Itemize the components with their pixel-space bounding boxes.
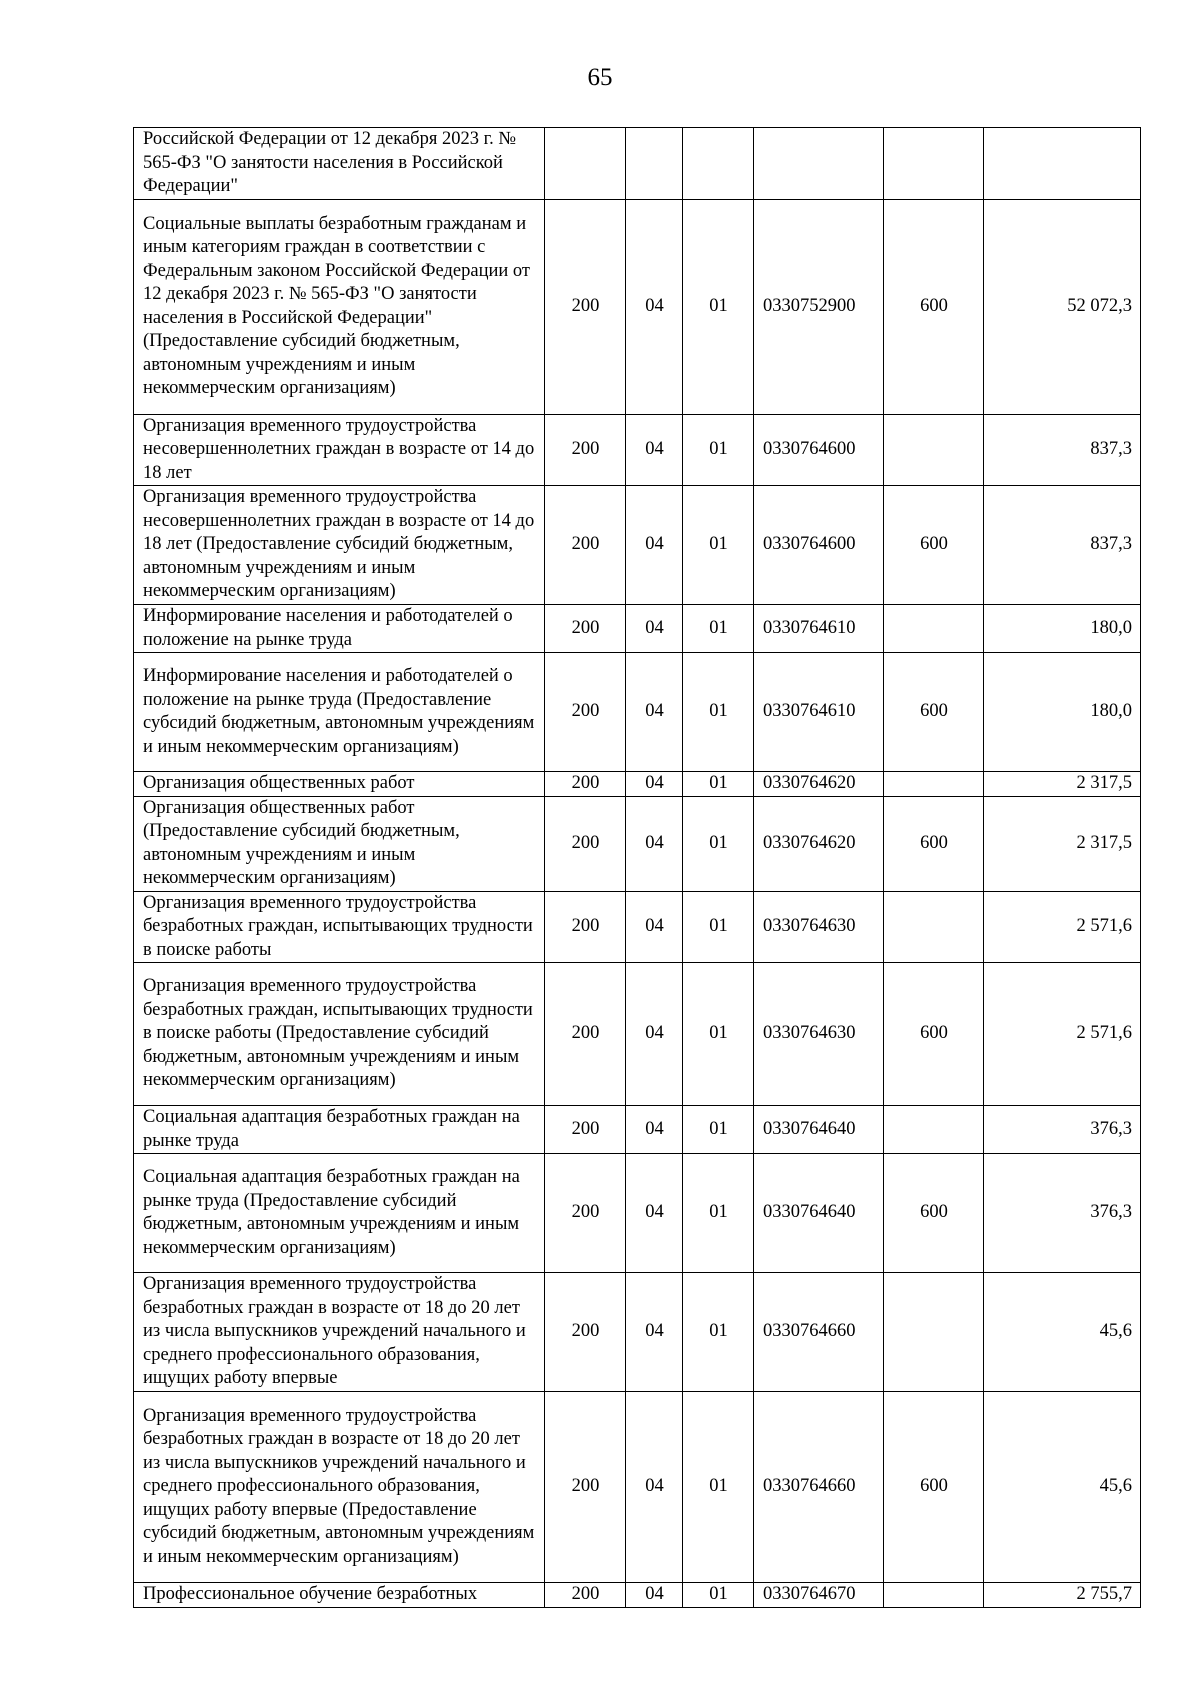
expense-type-cell: 600 (884, 199, 984, 414)
amount-cell: 376,3 (984, 1154, 1141, 1273)
grbs-cell: 200 (545, 1273, 626, 1392)
amount-cell: 2 755,7 (984, 1583, 1141, 1608)
amount-cell: 837,3 (984, 486, 1141, 605)
grbs-cell: 200 (545, 486, 626, 605)
grbs-cell: 200 (545, 414, 626, 486)
row-name-cell: Организация временного трудоустройства безработных граждан, испытывающих трудности в поиске работы (Предоставление субсидий бюджетным, автономным учреждениям и иным некоммерческим организациям) (134, 963, 545, 1106)
row-name-cell: Российской Федерации от 12 декабря 2023 г. № 565-ФЗ "О занятости населения в Российской Федерации" (134, 128, 545, 200)
section-cell: 04 (626, 486, 683, 605)
expense-type-cell: 600 (884, 796, 984, 891)
grbs-cell: 200 (545, 772, 626, 797)
amount-cell: 52 072,3 (984, 199, 1141, 414)
target-article-cell: 0330764660 (754, 1273, 884, 1392)
target-article-cell: 0330752900 (754, 199, 884, 414)
row-name-cell: Организация общественных работ (Предоставление субсидий бюджетным, автономным учреждениям и иным некоммерческим организациям) (134, 796, 545, 891)
row-name-cell: Организация временного трудоустройства безработных граждан в возрасте от 18 до 20 лет из числа выпускников учреждений начального и среднего профессионального образования, ищущих работу впервые (134, 1273, 545, 1392)
amount-cell: 2 317,5 (984, 772, 1141, 797)
target-article-cell: 0330764670 (754, 1583, 884, 1608)
target-article-cell: 0330764630 (754, 963, 884, 1106)
target-article-cell: 0330764610 (754, 605, 884, 653)
budget-table (133, 127, 1141, 1608)
subsection-cell: 01 (683, 963, 754, 1106)
amount-cell (984, 128, 1141, 200)
subsection-cell: 01 (683, 891, 754, 963)
subsection-cell: 01 (683, 796, 754, 891)
grbs-cell: 200 (545, 653, 626, 772)
subsection-cell: 01 (683, 199, 754, 414)
section-cell: 04 (626, 1583, 683, 1608)
subsection-cell: 01 (683, 1583, 754, 1608)
table-row (134, 605, 1141, 653)
expense-type-cell: 600 (884, 1154, 984, 1273)
table-row (134, 1154, 1141, 1273)
subsection-cell: 01 (683, 772, 754, 797)
grbs-cell: 200 (545, 1583, 626, 1608)
table-row (134, 1583, 1141, 1608)
target-article-cell: 0330764640 (754, 1106, 884, 1154)
amount-cell: 45,6 (984, 1273, 1141, 1392)
expense-type-cell: 600 (884, 1392, 984, 1583)
section-cell: 04 (626, 1106, 683, 1154)
row-name-cell: Профессиональное обучение безработных (134, 1583, 545, 1608)
grbs-cell (545, 128, 626, 200)
row-name-cell: Организация временного трудоустройства несовершеннолетних граждан в возрасте от 14 до 18 лет (Предоставление субсидий бюджетным, автономным учреждениям и иным некоммерческим организациям) (134, 486, 545, 605)
expense-type-cell (884, 1273, 984, 1392)
page-number: 65 (587, 64, 613, 91)
amount-cell: 180,0 (984, 653, 1141, 772)
expense-type-cell: 600 (884, 486, 984, 605)
target-article-cell: 0330764610 (754, 653, 884, 772)
section-cell: 04 (626, 653, 683, 772)
amount-cell: 2 317,5 (984, 796, 1141, 891)
section-cell (626, 128, 683, 200)
table-row (134, 1392, 1141, 1583)
expense-type-cell (884, 128, 984, 200)
target-article-cell: 0330764600 (754, 414, 884, 486)
target-article-cell: 0330764640 (754, 1154, 884, 1273)
table-row (134, 486, 1141, 605)
expense-type-cell (884, 1106, 984, 1154)
table-row (134, 1106, 1141, 1154)
subsection-cell: 01 (683, 414, 754, 486)
expense-type-cell (884, 891, 984, 963)
row-name-cell: Социальная адаптация безработных граждан на рынке труда (134, 1106, 545, 1154)
row-name-cell: Организация временного трудоустройства безработных граждан в возрасте от 18 до 20 лет из числа выпускников учреждений начального и среднего профессионального образования, ищущих работу впервые (Предоставление субсидий бюджетным, автономным учреждениям и иным некоммерческим организациям) (134, 1392, 545, 1583)
target-article-cell (754, 128, 884, 200)
table-row (134, 653, 1141, 772)
expense-type-cell (884, 605, 984, 653)
amount-cell: 180,0 (984, 605, 1141, 653)
table-row (134, 963, 1141, 1106)
section-cell: 04 (626, 414, 683, 486)
grbs-cell: 200 (545, 796, 626, 891)
subsection-cell: 01 (683, 1154, 754, 1273)
section-cell: 04 (626, 963, 683, 1106)
subsection-cell: 01 (683, 1106, 754, 1154)
target-article-cell: 0330764660 (754, 1392, 884, 1583)
subsection-cell (683, 128, 754, 200)
expense-type-cell (884, 1583, 984, 1608)
section-cell: 04 (626, 1154, 683, 1273)
section-cell: 04 (626, 772, 683, 797)
subsection-cell: 01 (683, 653, 754, 772)
grbs-cell: 200 (545, 891, 626, 963)
expense-type-cell (884, 414, 984, 486)
grbs-cell: 200 (545, 199, 626, 414)
table-row (134, 772, 1141, 797)
section-cell: 04 (626, 605, 683, 653)
table-row (134, 128, 1141, 200)
row-name-cell: Организация временного трудоустройства несовершеннолетних граждан в возрасте от 14 до 18 лет (134, 414, 545, 486)
section-cell: 04 (626, 199, 683, 414)
target-article-cell: 0330764620 (754, 772, 884, 797)
grbs-cell: 200 (545, 1392, 626, 1583)
expense-type-cell: 600 (884, 653, 984, 772)
expense-type-cell (884, 772, 984, 797)
amount-cell: 837,3 (984, 414, 1141, 486)
row-name-cell: Информирование населения и работодателей о положение на рынке труда (134, 605, 545, 653)
amount-cell: 45,6 (984, 1392, 1141, 1583)
target-article-cell: 0330764630 (754, 891, 884, 963)
section-cell: 04 (626, 1273, 683, 1392)
target-article-cell: 0330764620 (754, 796, 884, 891)
subsection-cell: 01 (683, 1273, 754, 1392)
row-name-cell: Организация общественных работ (134, 772, 545, 797)
grbs-cell: 200 (545, 605, 626, 653)
target-article-cell: 0330764600 (754, 486, 884, 605)
grbs-cell: 200 (545, 963, 626, 1106)
table-row (134, 796, 1141, 891)
amount-cell: 2 571,6 (984, 963, 1141, 1106)
grbs-cell: 200 (545, 1154, 626, 1273)
expense-type-cell: 600 (884, 963, 984, 1106)
subsection-cell: 01 (683, 605, 754, 653)
amount-cell: 376,3 (984, 1106, 1141, 1154)
subsection-cell: 01 (683, 486, 754, 605)
section-cell: 04 (626, 891, 683, 963)
row-name-cell: Информирование населения и работодателей о положение на рынке труда (Предоставление субсидий бюджетным, автономным учреждениям и иным некоммерческим организациям) (134, 653, 545, 772)
section-cell: 04 (626, 796, 683, 891)
table-row (134, 199, 1141, 414)
grbs-cell: 200 (545, 1106, 626, 1154)
amount-cell: 2 571,6 (984, 891, 1141, 963)
section-cell: 04 (626, 1392, 683, 1583)
subsection-cell: 01 (683, 1392, 754, 1583)
row-name-cell: Социальные выплаты безработным гражданам и иным категориям граждан в соответствии с Федеральным законом Российской Федерации от 12 декабря 2023 г. № 565-ФЗ "О занятости населения в Российской Федерации" (Предоставление субсидий бюджетным, автономным учреждениям и иным некоммерческим организациям) (134, 199, 545, 414)
row-name-cell: Организация временного трудоустройства безработных граждан, испытывающих трудности в поиске работы (134, 891, 545, 963)
table-row (134, 1273, 1141, 1392)
table-row (134, 414, 1141, 486)
row-name-cell: Социальная адаптация безработных граждан на рынке труда (Предоставление субсидий бюджетным, автономным учреждениям и иным некоммерческим организациям) (134, 1154, 545, 1273)
table-row (134, 891, 1141, 963)
